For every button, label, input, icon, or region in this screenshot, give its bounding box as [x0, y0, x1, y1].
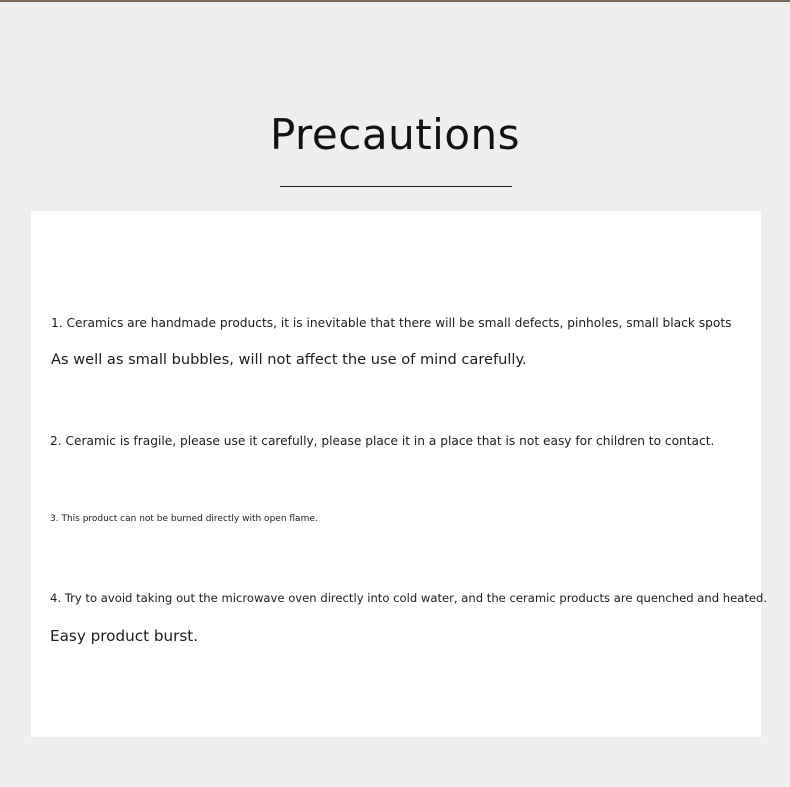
precaution-item-4-line-2: Easy product burst.	[50, 627, 199, 645]
page-title: Precautions	[269, 110, 521, 159]
precaution-item-1-line-1: 1. Ceramics are handmade products, it is inevitable that there will be small defects, pinholes, small black spots	[51, 316, 732, 330]
precaution-item-3: 3. This product can not be burned directly with open flame.	[50, 514, 318, 524]
precaution-item-2: 2. Ceramic is fragile, please use it carefully, please place it in a place that is not easy for children to contact.	[50, 434, 715, 448]
precautions-card	[31, 211, 768, 737]
precaution-item-4-line-1: 4. Try to avoid taking out the microwave oven directly into cold water, and the ceramic products are quenched and heated.	[50, 591, 768, 605]
top-border-line	[0, 0, 790, 2]
title-underline	[280, 186, 512, 187]
precaution-item-1-line-2: As well as small bubbles, will not affect the use of mind carefully.	[51, 351, 527, 368]
